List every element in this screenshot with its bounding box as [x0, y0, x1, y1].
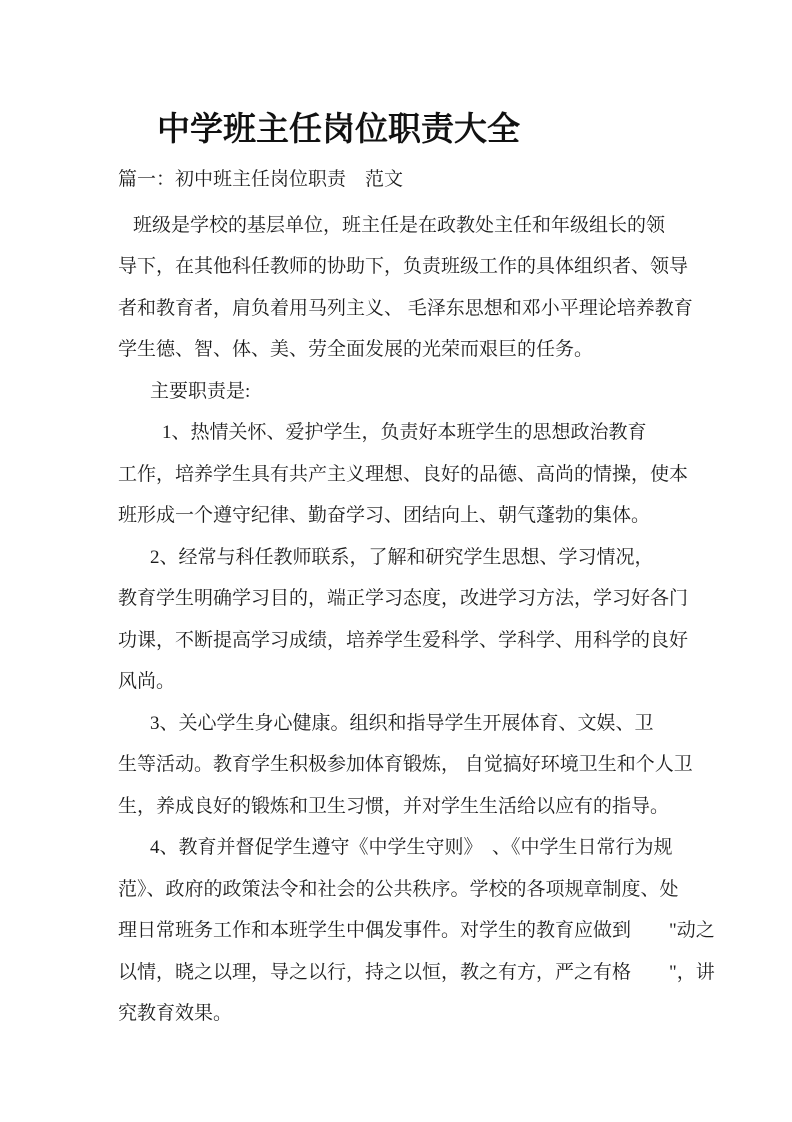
text-line: 究教育效果。: [118, 1003, 233, 1024]
text-line: 以情，晓之以理，导之以行，持之以恒，教之有方，严之有格 "，讲: [118, 961, 715, 983]
text-line: 1、热情关怀、爱护学生，负责好本班学生的思想政治教育: [162, 422, 647, 443]
document-body: [118, 205, 715, 1035]
text-line: 范》、政府的政策法令和社会的公共秩序。学校的各项规章制度、处: [118, 878, 679, 900]
text-line: 生等活动。教育学生积极参加体育锻炼， 自觉搞好环境卫生和个人卫: [118, 754, 693, 775]
document-subtitle: 篇一：初中班主任岗位职责 范文: [118, 169, 404, 190]
text-line: 生，养成良好的锻炼和卫生习惯，并对学生生活给以应有的指导。: [118, 795, 670, 817]
text-line: 3、关心学生身心健康。组织和指导学生开展体育、文娱、卫: [150, 712, 654, 734]
text-line: 4、教育并督促学生遵守《中学生守则》 、《中学生日常行为规: [150, 837, 673, 858]
text-line: 班形成一个遵守纪律、勤奋学习、团结向上、朝气蓬勃的集体。: [118, 505, 651, 526]
text-line: 2、经常与科任教师联系，了解和研究学生思想、学习情况，: [150, 546, 654, 568]
text-line: 理日常班务工作和本班学生中偶发事件。对学生的教育应做到 "动之: [118, 920, 715, 941]
text-line: 班级是学校的基层单位，班主任是在政教处主任和年级组长的领: [133, 214, 666, 236]
document-title: 中学班主任岗位职责大全: [157, 112, 520, 148]
text-line: 风尚。: [118, 671, 176, 692]
text-line: 主要职责是:: [150, 380, 251, 402]
text-line: 教育学生明确学习目的，端正学习态度，改进学习方法，学习好各门: [118, 588, 689, 609]
text-line: 工作，培养学生具有共产主义理想、良好的品德、高尚的情操，使本: [118, 463, 689, 485]
text-line: 功课，不断提高学习成绩，培养学生爱科学、学科学、用科学的良好: [118, 629, 689, 651]
text-line: 学生德、智、体、美、劳全面发展的光荣而艰巨的任务。: [118, 339, 594, 360]
text-line: 导下，在其他科任教师的协助下，负责班级工作的具体组织者、领导: [118, 256, 689, 277]
text-line: 者和教育者，肩负着用马列主义、 毛泽东思想和邓小平理论培养教育: [118, 297, 693, 319]
